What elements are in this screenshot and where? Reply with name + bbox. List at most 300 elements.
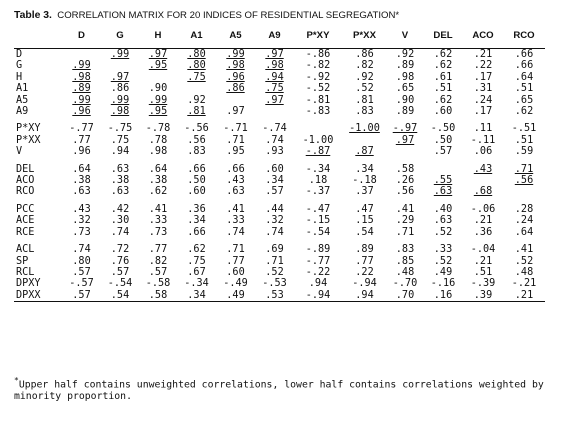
table-cell: .76 [110, 255, 130, 267]
table-cell: .38 [148, 175, 168, 187]
table-row [14, 60, 545, 71]
table-cell: .57 [265, 186, 284, 198]
table-cell: -.82 [305, 60, 331, 72]
table-cell: .68 [473, 186, 493, 198]
table-cell: .57 [433, 146, 453, 158]
row-label: RCE [16, 226, 35, 238]
table-cell [342, 135, 387, 146]
table-row [14, 106, 545, 117]
row-label: A5 [16, 94, 29, 106]
table-cell: .65 [395, 83, 415, 95]
table-cell: .33 [148, 215, 168, 227]
table-cell: .72 [110, 244, 130, 256]
table-cell: .71 [395, 226, 415, 238]
table-cell: .43 [226, 175, 245, 187]
table-cell: -.37 [305, 186, 331, 198]
table-cell: .95 [226, 146, 245, 158]
table-cell: .17 [473, 106, 493, 118]
table-row [14, 123, 545, 134]
table-cell: .96 [226, 71, 245, 83]
table-cell: -.83 [305, 106, 331, 118]
table-cell: .60 [226, 266, 245, 278]
table-cell: .26 [395, 175, 415, 187]
table-cell: .32 [265, 215, 284, 227]
table-cell: .54 [355, 226, 374, 238]
table-cell: .64 [72, 163, 91, 175]
table-cell: .59 [514, 146, 534, 158]
table-cell: .77 [72, 134, 91, 146]
footnote [14, 375, 554, 403]
table-cell: .98 [395, 71, 415, 83]
table-cell: .51 [514, 83, 534, 95]
table-cell: .52 [433, 226, 453, 238]
table-cell: .62 [514, 106, 534, 118]
table-row [14, 49, 545, 61]
table-cell: -.56 [184, 123, 209, 135]
table-cell: .74 [265, 134, 284, 146]
table-cell: .64 [148, 163, 168, 175]
table-cell: .64 [514, 226, 534, 238]
table-cell: .63 [433, 186, 453, 198]
column-header: H [154, 30, 162, 41]
table-cell: .15 [355, 215, 374, 227]
table-cell: .77 [148, 244, 168, 256]
table-cell: .75 [187, 255, 206, 267]
table-cell: .66 [187, 226, 206, 238]
table-cell: .34 [177, 290, 216, 302]
table-cell: .24 [514, 215, 534, 227]
table-cell: .56 [187, 134, 206, 146]
table-cell: .77 [355, 255, 374, 267]
table-cell: .22 [473, 60, 493, 72]
table-cell: .94 [342, 290, 387, 302]
table-cell: .60 [187, 186, 206, 198]
table-cell: -.70 [392, 278, 418, 290]
table-cell: -.75 [107, 123, 133, 135]
table-cell: .75 [265, 83, 284, 95]
table-row [14, 164, 545, 175]
table-cell: .54 [101, 290, 139, 302]
table-cell: .63 [110, 186, 130, 198]
table-cell: .71 [265, 255, 284, 267]
table-cell: .39 [463, 290, 503, 302]
table-cell: .93 [265, 146, 284, 158]
table-cell: .73 [148, 226, 168, 238]
table-cell: -.78 [145, 123, 171, 135]
column-header: G [116, 30, 124, 41]
table-cell: -.39 [470, 278, 496, 290]
table-cell: .62 [433, 60, 453, 72]
column-header: V [401, 30, 409, 41]
table-cell: .41 [226, 203, 245, 215]
table-cell: -.89 [305, 244, 331, 256]
table-cell: .92 [355, 71, 374, 83]
table-cell: .52 [433, 255, 453, 267]
table-cell: .71 [226, 244, 245, 256]
table-row [14, 267, 545, 278]
table-row [14, 83, 545, 94]
table-cell: .83 [355, 106, 374, 118]
table-cell: .92 [187, 94, 206, 106]
table-cell: .94 [265, 71, 284, 83]
table-cell: .80 [72, 255, 91, 267]
table-cell: .53 [255, 290, 294, 302]
table-cell: -.18 [352, 175, 377, 187]
table-cell [423, 164, 463, 175]
table-cell: .74 [72, 244, 91, 256]
correlation-matrix-table [14, 30, 545, 302]
table-cell: .51 [514, 134, 534, 146]
table-cell: .74 [265, 226, 284, 238]
table-title [14, 10, 399, 21]
table-cell [101, 60, 139, 71]
table-cell: .33 [433, 244, 453, 256]
table-cell: -.49 [223, 278, 248, 290]
table-cell [387, 146, 423, 157]
table-cell [139, 72, 177, 83]
table-cell: .75 [187, 71, 206, 83]
table-cell: .86 [226, 83, 245, 95]
table-cell: -.21 [511, 278, 537, 290]
row-label: DPXX [14, 290, 62, 302]
table-cell: .70 [387, 290, 423, 302]
row-label: A1 [16, 83, 29, 95]
table-cell: .83 [187, 146, 206, 158]
table-cell [255, 106, 294, 117]
table-cell: .77 [226, 255, 245, 267]
table-cell [294, 123, 342, 134]
table-cell: .40 [433, 203, 453, 215]
table-row [14, 290, 545, 302]
table-cell: .60 [433, 106, 453, 118]
table-cell: .52 [514, 255, 534, 267]
table-cell: .83 [395, 244, 415, 256]
table-cell: .58 [395, 163, 415, 175]
table-cell: -.22 [305, 266, 331, 278]
table-cell: .42 [110, 203, 130, 215]
table-cell: .38 [72, 175, 91, 187]
table-cell: .58 [139, 290, 177, 302]
table-cell: .98 [110, 106, 130, 118]
table-cell: .97 [226, 106, 245, 118]
table-cell: .52 [265, 266, 284, 278]
table-cell: .63 [110, 163, 130, 175]
table-cell: .50 [433, 134, 453, 146]
table-cell: .21 [473, 255, 493, 267]
table-cell: .34 [265, 175, 284, 187]
table-cell: .43 [473, 163, 493, 175]
footnote-text: Upper half contains unweighted correlations, lower half contains correlations weighted by minority proportion. [14, 379, 544, 403]
table-cell: .62 [423, 49, 463, 61]
table-row [14, 95, 545, 106]
table-cell: .22 [355, 266, 374, 278]
table-cell: .71 [514, 163, 534, 175]
table-cell: .97 [395, 134, 415, 146]
table-cell: -.06 [470, 203, 496, 215]
row-label: RCO [16, 186, 35, 198]
table-cell: .97 [110, 71, 130, 83]
table-cell: .57 [110, 266, 130, 278]
table-cell: .61 [433, 71, 453, 83]
table-cell: .56 [514, 175, 534, 187]
row-label: ACO [16, 175, 35, 187]
table-row [14, 215, 545, 226]
column-header: A1 [190, 30, 203, 41]
table-cell: .96 [72, 146, 91, 158]
table-row [14, 175, 545, 186]
column-header: RCO [513, 30, 535, 41]
table-cell: .18 [308, 175, 328, 187]
row-label: SP [16, 255, 29, 267]
table-cell: -.57 [69, 278, 94, 290]
table-cell: -.74 [262, 123, 287, 135]
table-cell: .96 [72, 106, 91, 118]
table-cell: .99 [72, 60, 91, 72]
table-cell: .57 [72, 266, 91, 278]
row-label: RCL [16, 266, 35, 278]
table-cell: -.50 [430, 123, 456, 135]
table-cell: .63 [72, 186, 91, 198]
table-cell: .49 [216, 290, 255, 302]
table-cell: -.94 [294, 290, 342, 302]
table-cell: .98 [226, 60, 245, 72]
table-number: Table 3. [14, 10, 52, 21]
table-cell: -.92 [305, 71, 331, 83]
column-header: P*XX [353, 30, 376, 41]
table-cell: -.47 [305, 203, 331, 215]
table-cell: .86 [342, 49, 387, 61]
table-cell: .66 [187, 163, 206, 175]
table-row [14, 227, 545, 238]
table-cell: .89 [355, 244, 374, 256]
table-cell: .99 [216, 49, 255, 61]
table-cell: -.87 [305, 146, 331, 158]
table-cell: .82 [148, 255, 168, 267]
table-cell: .16 [423, 290, 463, 302]
table-cell: .31 [473, 83, 493, 95]
table-row [14, 186, 545, 197]
table-cell: .66 [503, 49, 545, 61]
table-cell: .48 [395, 266, 415, 278]
table-cell: .52 [355, 83, 374, 95]
table-cell: -.97 [392, 123, 418, 135]
table-cell: -.71 [223, 123, 248, 135]
table-cell: -.94 [352, 278, 377, 290]
table-cell: .99 [101, 49, 139, 61]
table-cell: .85 [395, 255, 415, 267]
table-cell: .87 [355, 146, 374, 158]
table-cell: .30 [110, 215, 130, 227]
table-row [14, 204, 545, 215]
table-cell: -.86 [294, 49, 342, 61]
footnote-marker: * [14, 376, 19, 385]
table-cell: .62 [148, 186, 168, 198]
table-cell: .37 [355, 186, 374, 198]
table-cell: -.58 [145, 278, 171, 290]
table-row [14, 72, 545, 83]
table-caption: CORRELATION MATRIX FOR 20 INDICES OF RESIDENTIAL SEGREGATION* [57, 10, 400, 21]
table-cell: .99 [148, 94, 168, 106]
table-cell: .34 [187, 215, 206, 227]
table-cell: .36 [187, 203, 206, 215]
table-cell: .43 [72, 203, 91, 215]
table-cell: -.53 [262, 278, 287, 290]
table-cell [177, 83, 216, 94]
table-cell: .62 [433, 94, 453, 106]
table-cell: .95 [148, 106, 168, 118]
table-cell: .47 [355, 203, 374, 215]
row-label: ACL [16, 244, 35, 256]
table-cell: .63 [226, 186, 245, 198]
table-cell: .67 [187, 266, 206, 278]
table-row [14, 146, 545, 157]
table-cell: -.77 [305, 255, 331, 267]
table-cell: .98 [72, 71, 91, 83]
row-label: D [14, 49, 62, 61]
table-cell: .71 [226, 134, 245, 146]
table-cell: .60 [265, 163, 284, 175]
table-cell: .62 [187, 244, 206, 256]
table-cell: .82 [355, 60, 374, 72]
table-cell: -.11 [470, 134, 496, 146]
table-row [14, 256, 545, 267]
table-cell: .64 [514, 71, 534, 83]
row-label: A9 [16, 106, 29, 118]
column-header: A9 [268, 30, 281, 41]
table-cell: .41 [395, 203, 415, 215]
table-cell: -1.00 [302, 134, 334, 146]
table-row [14, 278, 545, 289]
table-cell: .97 [255, 49, 294, 61]
table-cell: .21 [463, 49, 503, 61]
table-cell: .74 [110, 226, 130, 238]
table-cell: -.81 [305, 94, 331, 106]
table-cell: -1.00 [349, 123, 380, 135]
column-header: A5 [229, 30, 242, 41]
row-label: P*XY [16, 123, 41, 135]
table-cell: .98 [265, 60, 284, 72]
table-cell: .48 [514, 266, 534, 278]
table-cell: -.04 [470, 244, 496, 256]
table-cell: .92 [387, 49, 423, 61]
table-cell: .73 [72, 226, 91, 238]
table-cell: -.54 [107, 278, 133, 290]
header-row [14, 30, 545, 49]
table-cell: .57 [62, 290, 101, 302]
table-cell [463, 175, 503, 186]
table-cell: .11 [473, 123, 493, 135]
table-cell: .21 [473, 215, 493, 227]
table-cell: -.16 [430, 278, 456, 290]
table-row [14, 244, 545, 255]
table-cell: -.15 [305, 215, 331, 227]
column-header: DEL [433, 30, 453, 41]
table-cell: .81 [187, 106, 206, 118]
table-cell: .24 [473, 94, 493, 106]
row-label: G [16, 60, 23, 72]
table-row [14, 135, 545, 146]
table-cell: .57 [148, 266, 168, 278]
table-cell: -.51 [511, 123, 537, 135]
table-cell: .06 [473, 146, 493, 158]
table-cell: .65 [514, 94, 534, 106]
table-cell: .41 [514, 244, 534, 256]
table-cell: -.77 [69, 123, 94, 135]
column-header: P*XY [306, 30, 330, 41]
table-cell: .89 [395, 60, 415, 72]
table-cell: -.34 [305, 163, 331, 175]
table-cell: .49 [433, 266, 453, 278]
table-cell: .29 [395, 215, 415, 227]
table-cell: .90 [148, 83, 168, 95]
table-cell: .38 [110, 175, 130, 187]
table-cell: .86 [110, 83, 130, 95]
table-cell: .55 [433, 175, 453, 187]
table-cell: .17 [473, 71, 493, 83]
table-cell: .32 [72, 215, 91, 227]
table-cell: .44 [265, 203, 284, 215]
table-cell: .36 [473, 226, 493, 238]
table-cell [216, 95, 255, 106]
table-cell: .56 [395, 186, 415, 198]
table-cell: .97 [139, 49, 177, 61]
table-cell: .63 [433, 215, 453, 227]
table-cell: .95 [148, 60, 168, 72]
table-cell: .89 [395, 106, 415, 118]
column-header: D [78, 30, 85, 41]
table-cell [503, 186, 545, 197]
table-cell: .97 [265, 94, 284, 106]
column-header: ACO [472, 30, 494, 41]
table-cell: .28 [514, 203, 534, 215]
row-label: P*XX [16, 134, 41, 146]
table-cell: .74 [226, 226, 245, 238]
table-cell: .98 [148, 146, 168, 158]
table-cell: -.34 [184, 278, 209, 290]
table-cell: .51 [433, 83, 453, 95]
table-cell: .69 [265, 244, 284, 256]
table-cell: .90 [395, 94, 415, 106]
table-cell: .78 [148, 134, 168, 146]
column-header [14, 30, 62, 49]
table-cell [62, 49, 101, 61]
row-label: PCC [16, 203, 35, 215]
table-cell: .66 [514, 60, 534, 72]
table-cell: .33 [226, 215, 245, 227]
table-cell: .80 [187, 60, 206, 72]
table-cell: .51 [473, 266, 493, 278]
row-label: DPXY [16, 278, 41, 290]
row-label: DEL [16, 163, 35, 175]
table-cell: .94 [110, 146, 130, 158]
table-cell: .99 [110, 94, 130, 106]
table-cell: .94 [308, 278, 328, 290]
table-cell: .66 [226, 163, 245, 175]
table-cell: .89 [72, 83, 91, 95]
table-cell: .75 [110, 134, 130, 146]
row-label: H [16, 71, 23, 83]
table-cell: -.52 [305, 83, 331, 95]
row-label: V [16, 146, 23, 158]
table-cell: .99 [72, 94, 91, 106]
table-cell: -.54 [305, 226, 331, 238]
row-label: ACE [16, 215, 35, 227]
table-cell: .50 [187, 175, 206, 187]
table-cell: .34 [355, 163, 374, 175]
table-cell: .21 [503, 290, 545, 302]
table-cell: .80 [177, 49, 216, 61]
table-cell: .81 [355, 94, 374, 106]
